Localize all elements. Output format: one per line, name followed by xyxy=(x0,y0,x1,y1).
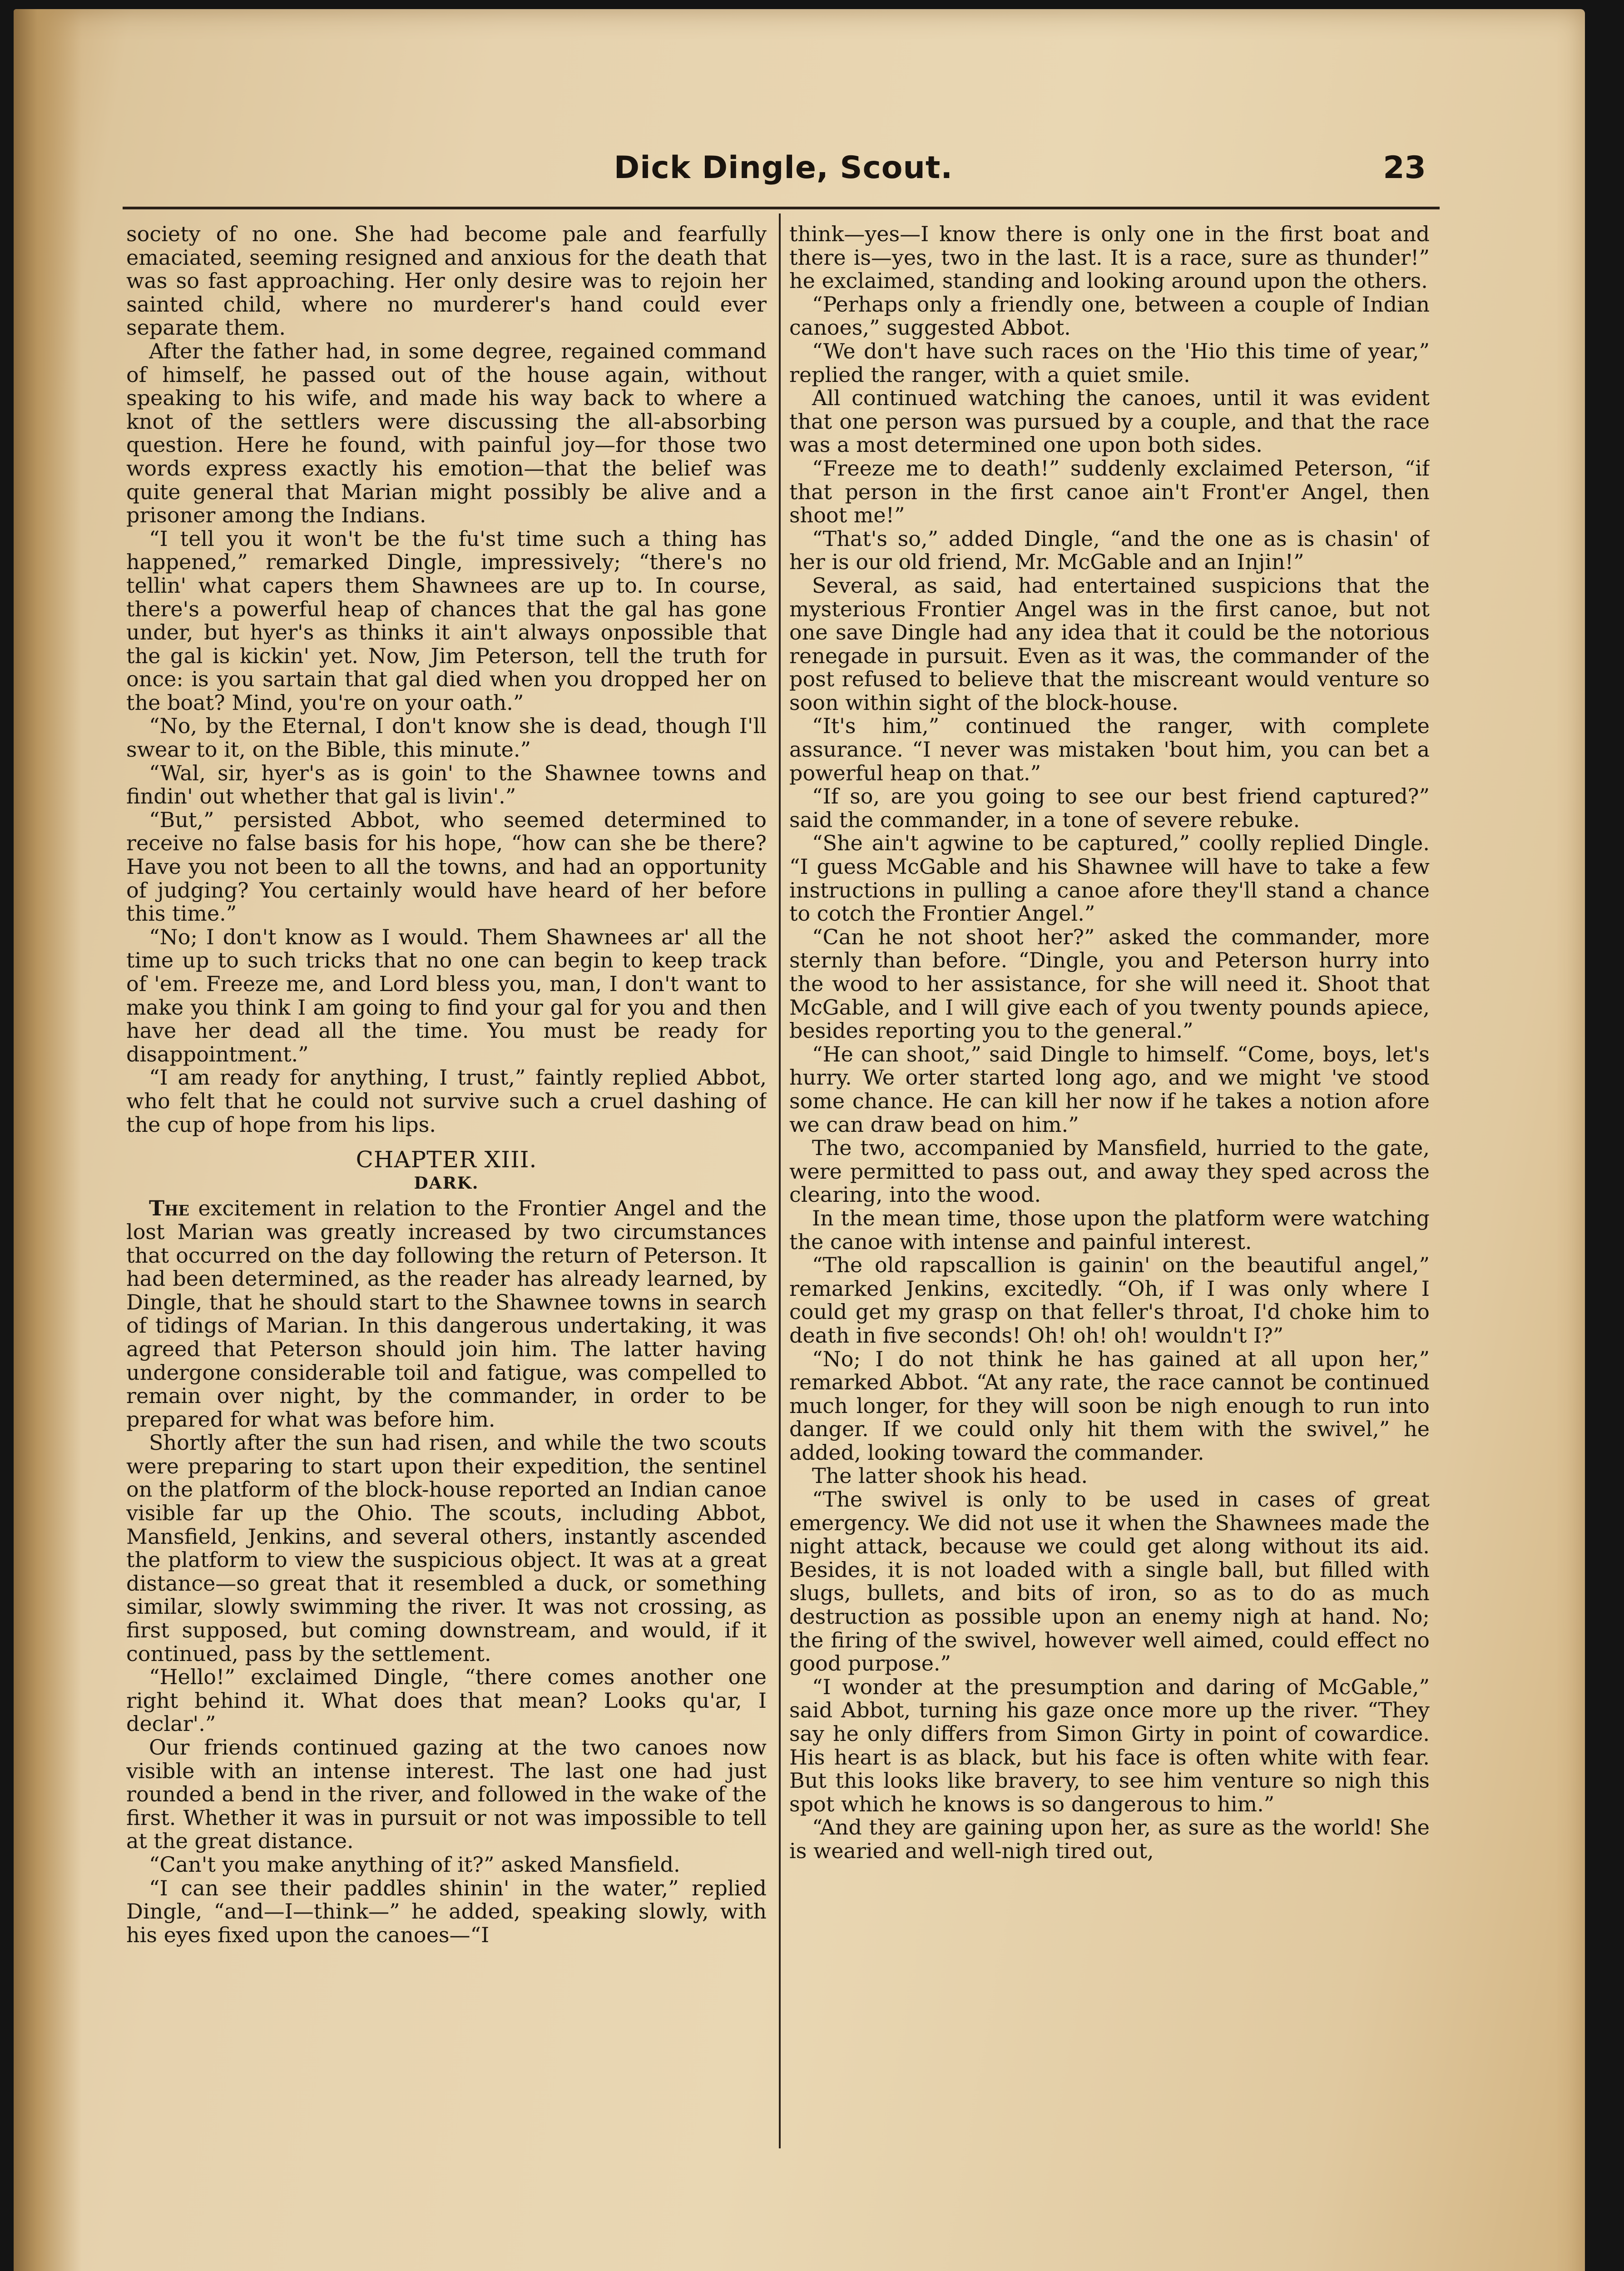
paragraph: “Can he not shoot her?” asked the commander, more sternly than before. “Dingle, you and Peterson hurry into the wood to her assistance, for she will need it. Shoot that McGable, and I will give each of you twenty pounds apiece, besides reporting you to the general.” xyxy=(789,924,1430,1043)
page-number: 23 xyxy=(1383,150,1426,186)
paragraph: “She ain't agwine to be captured,” coolly replied Dingle. “I guess McGable and his Shawnee will have to take a few instructions in pulling a canoe afore they'll stand a chance to cotch the Frontier Angel.” xyxy=(789,831,1430,926)
paragraph: Shortly after the sun had risen, and while the two scouts were preparing to start upon their expedition, the sentinel on the platform of the block-house reported an Indian canoe visible far up the Ohio. The scouts, including Abbot, Mansfield, Jenkins, and several others, instantly ascended the platform to view the suspicious object. It was at a great distance—so great that it resembled a duck, or something similar, slowly swimming the river. It was not crossing, as first supposed, but coming downstream, and would, if it continued, pass by the settlement. xyxy=(126,1430,767,1666)
paragraph: “We don't have such races on the 'Hio this time of year,” replied the ranger, with a quiet smile. xyxy=(789,338,1430,387)
paragraph: “I can see their paddles shinin' in the water,” replied Dingle, “and—I—think—” he added, speaking slowly, with his eyes fixed upon the canoes—“I xyxy=(126,1875,767,1947)
paragraph: “That's so,” added Dingle, “and the one as is chasin' of her is our old friend, Mr. McGable and an Injin!” xyxy=(789,526,1430,575)
paragraph: “The swivel is only to be used in cases of great emergency. We did not use it when the Shawnees made the night attack, because we could get along without its aid. Besides, it is not loaded with a single ball, but filled with slugs, bullets, and bits of iron, so as to do as much destruction as possible upon an enemy nigh at hand. No; the firing of the swivel, however well aimed, could effect no good purpose.” xyxy=(789,1487,1430,1676)
paragraph: After the father had, in some degree, regained command of himself, he passed out of the house again, without speaking to his wife, and made his way back to where a knot of the settlers were discussing the all-absorbing question. Here he found, with painful joy—for those two words express exactly his emotion—that the belief was quite general that Marian might possibly be alive and a prisoner among the Indians. xyxy=(126,338,767,528)
paragraph: In the mean time, those upon the platform were watching the canoe with intense and painful interest. xyxy=(789,1205,1430,1254)
opening-word: The xyxy=(149,1196,189,1221)
right-column xyxy=(789,223,1430,2148)
paragraph: All continued watching the canoes, until it was evident that one person was pursued by a couple, and that the race was a most determined one upon both sides. xyxy=(789,386,1430,457)
running-title: Dick Dingle, Scout. xyxy=(614,150,953,186)
paragraph: “No; I don't know as I would. Them Shawnees ar' all the time up to such tricks that no one can begin to keep track of 'em. Freeze me, and Lord bless you, man, I don't want to make you think I am going to find your gal for you and then have her dead all the time. You must be ready for disappointment.” xyxy=(126,924,767,1066)
opening-text: excitement in relation to the Frontier Angel and the lost Marian was greatly increased by two circumstances that occurred on the day following the return of Peterson. It had been determined, as the reader has already learned, by Dingle, that he should start to the Shawnee towns in search of tidings of Marian. In this dangerous undertaking, it was agreed that Peterson should join him. The latter having undergone considerable toil and fatigue, was compelled to remain over night, by the commander, in order to be prepared for what was before him. xyxy=(126,1196,767,1432)
paragraph: “But,” persisted Abbot, who seemed determined to receive no false basis for his hope, “how can she be there? Have you not been to all the towns, and had an opportunity of judging? You certainly would have heard of her before this time.” xyxy=(126,807,767,926)
paragraph: The two, accompanied by Mansfield, hurried to the gate, were permitted to pass out, and away they sped across the clearing, into the wood. xyxy=(789,1136,1430,1207)
paragraph: “It's him,” continued the ranger, with complete assurance. “I never was mistaken 'bout him, you can bet a powerful heap on that.” xyxy=(789,714,1430,785)
paragraph: think—yes—I know there is only one in the first boat and there is—yes, two in the last. It is a race, sure as thunder!” he exclaimed, standing and looking around upon the others. xyxy=(789,223,1430,293)
paragraph: “Wal, sir, hyer's as is goin' to the Shawnee towns and findin' out whether that gal is livin'.” xyxy=(126,760,767,809)
paragraph: “No, by the Eternal, I don't know she is dead, though I'll swear to it, on the Bible, this minute.” xyxy=(126,714,767,762)
paragraph: “No; I do not think he has gained at all upon her,” remarked Abbot. “At any rate, the race cannot be continued much longer, for they will soon be nigh enough to run into danger. If we could only hit them with the swivel,” he added, looking toward the commander. xyxy=(789,1346,1430,1465)
paragraph: “I tell you it won't be the fu'st time such a thing has happened,” remarked Dingle, impressively; “there's no tellin' what capers them Shawnees are up to. In course, there's a powerful heap of chances that the gal has gone under, but hyer's as thinks it ain't always onpossible that the gal is kickin' yet. Now, Jim Peterson, tell the truth for once: is you sartain that gal died when you dropped her on the boat? Mind, you're on your oath.” xyxy=(126,526,767,715)
paragraph: Several, as said, had entertained suspicions that the mysterious Frontier Angel was in the first canoe, but not one save Dingle had any idea that it could be the notorious renegade in pursuit. Even as it was, the commander of the post refused to believe that the miscreant would venture so soon within sight of the block-house. xyxy=(789,573,1430,715)
page-spine-shadow xyxy=(14,9,82,2271)
paragraph: “And they are gaining upon her, as sure as the world! She is wearied and well-nigh tired out, xyxy=(789,1815,1430,1863)
paragraph: “He can shoot,” said Dingle to himself. “Come, boys, let's hurry. We orter started long ago, and we might 've stood some chance. He can kill her now if he takes a notion afore we can draw bead on him.” xyxy=(789,1041,1430,1137)
paragraph: “If so, are you going to see our best friend captured?” said the commander, in a tone of severe rebuke. xyxy=(789,784,1430,832)
column-divider xyxy=(779,213,781,2148)
left-column xyxy=(126,223,767,2148)
paragraph: “Freeze me to death!” suddenly exclaimed Peterson, “if that person in the first canoe ain't Front'er Angel, then shoot me!” xyxy=(789,456,1430,528)
paragraph: “I wonder at the presumption and daring of McGable,” said Abbot, turning his gaze once more up the river. “They say he only differs from Simon Girty in point of cowardice. His heart is as black, but his face is often white with fear. But this looks like bravery, to see him venture so nigh this spot which he knows is so dangerous to him.” xyxy=(789,1674,1430,1816)
paragraph: Our friends continued gazing at the two canoes now visible with an intense interest. The last one had just rounded a bend in the river, and followed in the wake of the first. Whether it was in pursuit or not was impossible to tell at the great distance. xyxy=(126,1735,767,1854)
page-header xyxy=(132,132,1435,200)
paragraph: “Hello!” exclaimed Dingle, “there comes another one right behind it. What does that mean? Looks qu'ar, I declar'.” xyxy=(126,1665,767,1736)
chapter-opening-paragraph xyxy=(126,1197,767,1431)
paragraph: “Perhaps only a friendly one, between a couple of Indian canoes,” suggested Abbot. xyxy=(789,292,1430,340)
header-rule xyxy=(123,207,1440,209)
paragraph: society of no one. She had become pale and fearfully emaciated, seeming resigned and anxious for the death that was so fast approaching. Her only desire was to rejoin her sainted child, where no murderer's hand could ever separate them. xyxy=(126,223,767,340)
paragraph: “I am ready for anything, I trust,” faintly replied Abbot, who felt that he could not survive such a cruel dashing of the cup of hope from his lips. xyxy=(126,1065,767,1137)
paragraph: “Can't you make anything of it?” asked Mansfield. xyxy=(149,1852,680,1877)
chapter-subtitle: DARK. xyxy=(414,1173,479,1193)
chapter-title: CHAPTER XIII. xyxy=(356,1146,537,1173)
paragraph: The latter shook his head. xyxy=(812,1463,1088,1488)
paragraph: “The old rapscallion is gainin' on the beautiful angel,” remarked Jenkins, excitedly. “Oh, if I was only where I could get my grasp on that feller's throat, I'd choke him to death in five seconds! Oh! oh! oh! wouldn't I?” xyxy=(789,1253,1430,1348)
